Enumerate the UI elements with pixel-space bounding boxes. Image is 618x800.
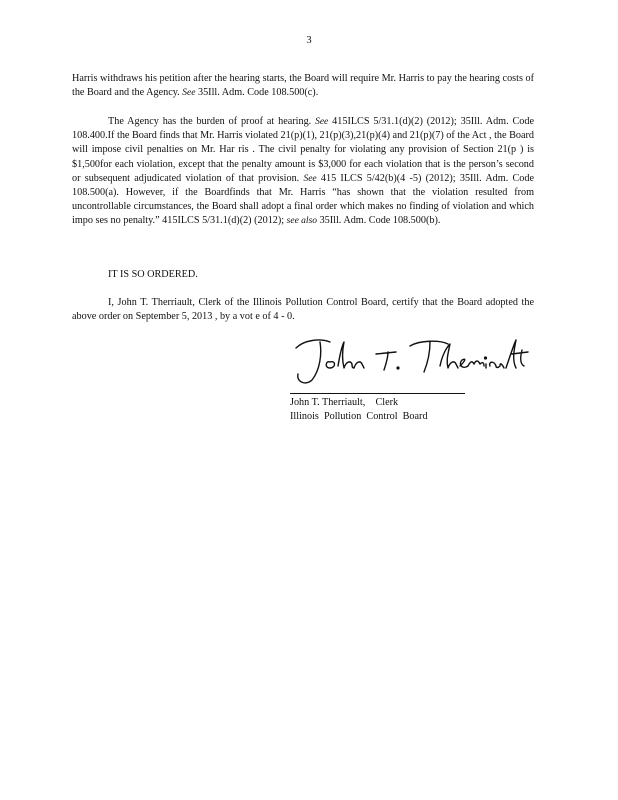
citation: 35Ill. Adm. Code 108.500(c).	[197, 87, 319, 99]
clerk-certification: I, John T. Therriault, Clerk of the Illinois Pollution Control Board, certify that the Board adopted the above order on September 5, 2013 , by a vot e of 4 - 0.	[72, 297, 534, 323]
signer-organization: Illinois Pollution Control Board	[290, 411, 428, 422]
paragraph-burden-of-proof	[72, 115, 534, 229]
order-statement: IT IS SO ORDERED.	[108, 269, 198, 280]
paragraph-text: 415ILCS 5/31.1(d)(2) (2012); 35Ill. Adm. Code 108.400.If the Board finds that Mr. Harris violated 21(p)(1), 21(p)(3),21(p)(4) and 21(p)(7) of the Act , the Board will impose civil penalties on Mr. Har ris . The civil penalty for violating any provision of Section 21(p ) is $1,500for each violation, except that the penalty amount is $3,000 for each violation that is the person’s second or subsequent adjudicated violation of that provision.	[72, 116, 535, 184]
citation-signal: See	[303, 173, 317, 184]
handwritten-signature	[290, 330, 530, 392]
paragraph-text: The Agency has the burden of proof at hearing.	[108, 116, 312, 127]
paragraph-hearing-costs	[72, 72, 534, 100]
citation-signal: see also	[286, 216, 318, 227]
paragraph-text: 415 ILCS 5/42(b)(4 -5) (2012); 35Ill. Adm. Code 108.500(a). However, if the Boardfinds that Mr. Harris “has shown that the violation resulted from uncontrollable circumstances, the Board shall adopt a final order which makes no finding of violation and which impo ses no penalty.” 415ILCS 5/31.1(d)(2) (2012);	[72, 172, 534, 227]
signature-block	[290, 330, 540, 422]
page-number: 3	[306, 35, 312, 46]
citation: 35Ill. Adm. Code 108.500(b).	[319, 215, 441, 227]
citation-signal: See	[182, 88, 196, 99]
paragraph-text: Harris withdraws his petition after the hearing starts, the Board will require Mr. Harris to pay the hearing costs of the Board and the Agency.	[72, 73, 534, 99]
citation-signal: See	[315, 117, 329, 127]
signer-name: John T. Therriault, Clerk	[290, 397, 399, 408]
signature-line	[290, 393, 465, 394]
